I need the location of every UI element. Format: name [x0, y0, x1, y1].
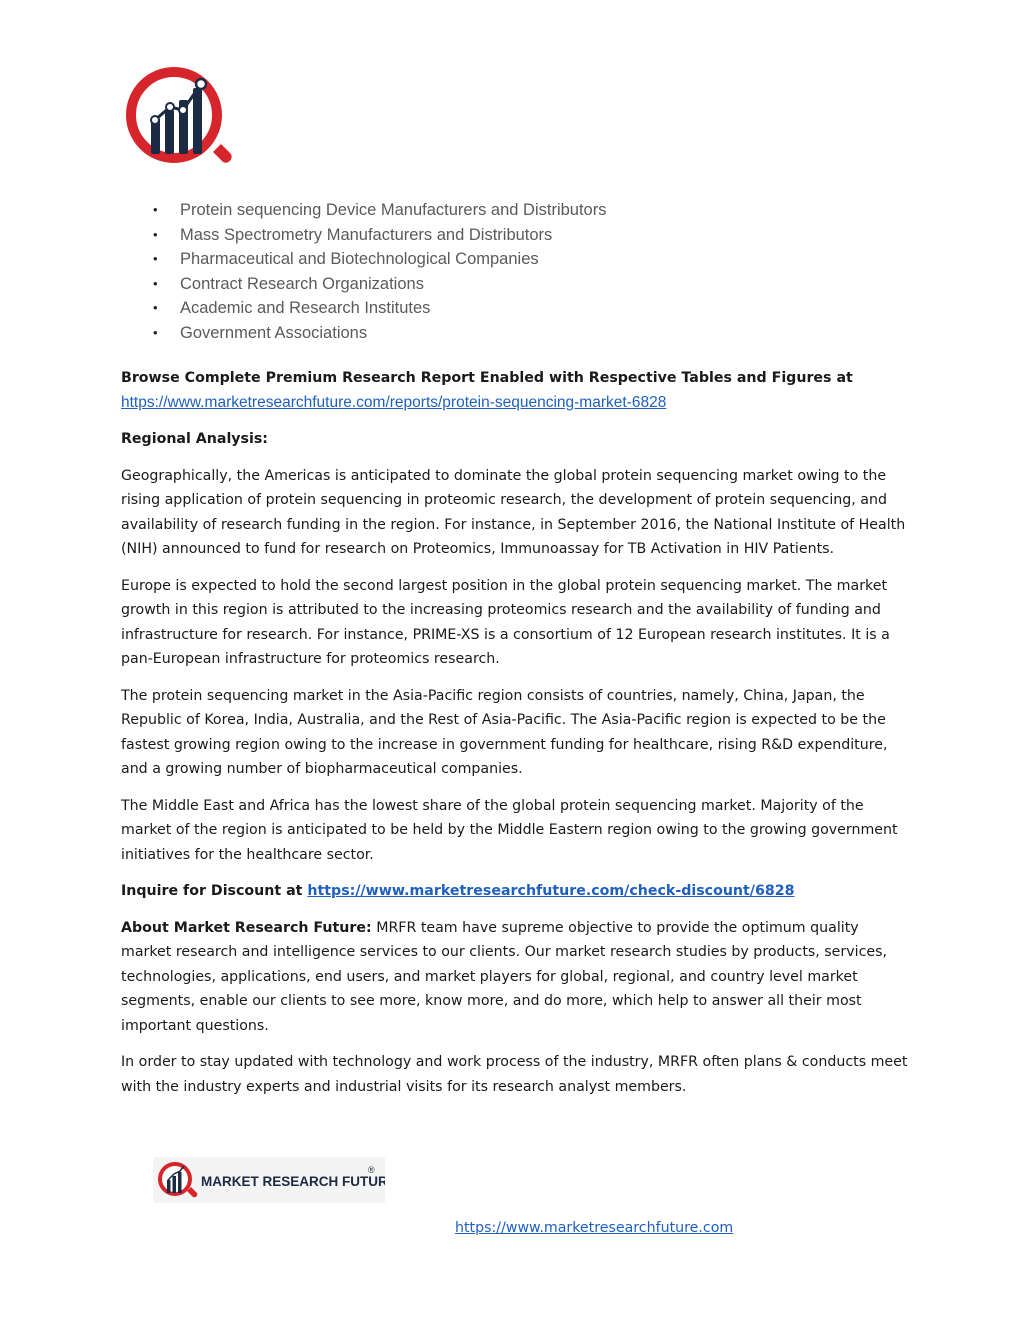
magnifier-bar-chart-icon	[131, 72, 232, 163]
audience-list	[121, 198, 921, 345]
about-section	[121, 916, 911, 1039]
bullet-icon: •	[153, 300, 158, 315]
inquire-section	[121, 879, 911, 904]
footer-website-link[interactable]: https://www.marketresearchfuture.com	[455, 1220, 734, 1236]
list-item: • Protein sequencing Device Manufacturers and Distributors	[121, 198, 921, 223]
browse-label: Browse Complete Premium Research Report Enabled with Respective Tables and Figures at	[121, 370, 853, 386]
document-body	[121, 366, 911, 1111]
closing-paragraph: In order to stay updated with technology and work process of the industry, MRFR often plans & conducts meet with the industry experts and industrial visits for its research analyst members.	[121, 1054, 908, 1095]
bullet-icon: •	[153, 202, 158, 217]
paragraph-europe: Europe is expected to hold the second largest position in the global protein sequencing market. The market growth in this region is attributed to the increasing proteomics research and the availability of funding and infrastructure for research. For instance, PRIME-XS is a consortium of 12 European research institutes. It is a pan-European infrastructure for proteomics research.	[121, 577, 890, 667]
registered-mark: ®	[368, 1165, 375, 1175]
about-text: MRFR team have supreme objective to provide the optimum quality market research and intelligence services to our clients. Our market research studies by products, services, technologies, applications, end users, and market players for global, regional, and country level market segments, enable our clients to see more, know more, and do more, which help to answer all their most important questions.	[121, 919, 888, 1034]
paragraph-americas: Geographically, the Americas is anticipated to dominate the global protein sequencing market owing to the rising application of protein sequencing in proteomic research, the development of protein sequencing, and availability of research funding in the region. For instance, in September 2016, the National Institute of Health (NIH) announced to fund for research on Proteomics, Immunoassay for TB Activation in HIV Patients.	[121, 467, 906, 557]
bullet-icon: •	[153, 226, 158, 242]
paragraph-middle-east-africa: The Middle East and Africa has the lowest share of the global protein sequencing market. Majority of the market of the region is anticipated to be held by the Middle Eastern region owing to the growing government initiatives for the healthcare sector.	[121, 797, 898, 863]
list-item: • Mass Spectrometry Manufacturers and Distributors	[121, 223, 921, 248]
list-item: • Academic and Research Institutes	[121, 296, 921, 321]
about-heading: About Market Research Future:	[121, 919, 372, 936]
report-link[interactable]: https://www.marketresearchfuture.com/reports/protein-sequencing-market-6828	[121, 393, 667, 411]
list-item: • Government Associations	[121, 321, 921, 346]
discount-link[interactable]: https://www.marketresearchfuture.com/check-discount/6828	[307, 883, 795, 899]
paragraph-asia-pacific: The protein sequencing market in the Asia-Pacific region consists of countries, namely, China, Japan, the Republic of Korea, India, Australia, and the Rest of Asia-Pacific. The Asia-Pacific region is expected to be the fastest growing region owing to the increase in government funding for healthcare, rising R&D expenditure, and a growing number of biopharmaceutical companies.	[121, 687, 888, 777]
list-item: • Contract Research Organizations	[121, 272, 921, 297]
bullet-icon: •	[153, 324, 158, 340]
company-logo	[125, 66, 233, 170]
bullet-icon: •	[153, 275, 158, 291]
bullet-icon: •	[153, 251, 158, 266]
footer-logo	[153, 1157, 385, 1203]
footer-logo-text: MARKET RESEARCH FUTURE	[201, 1174, 385, 1189]
list-item: • Pharmaceutical and Biotechnological Companies	[121, 247, 921, 272]
regional-heading: Regional Analysis:	[121, 431, 268, 447]
inquire-label: Inquire for Discount at	[121, 883, 308, 899]
browse-section	[121, 366, 911, 415]
